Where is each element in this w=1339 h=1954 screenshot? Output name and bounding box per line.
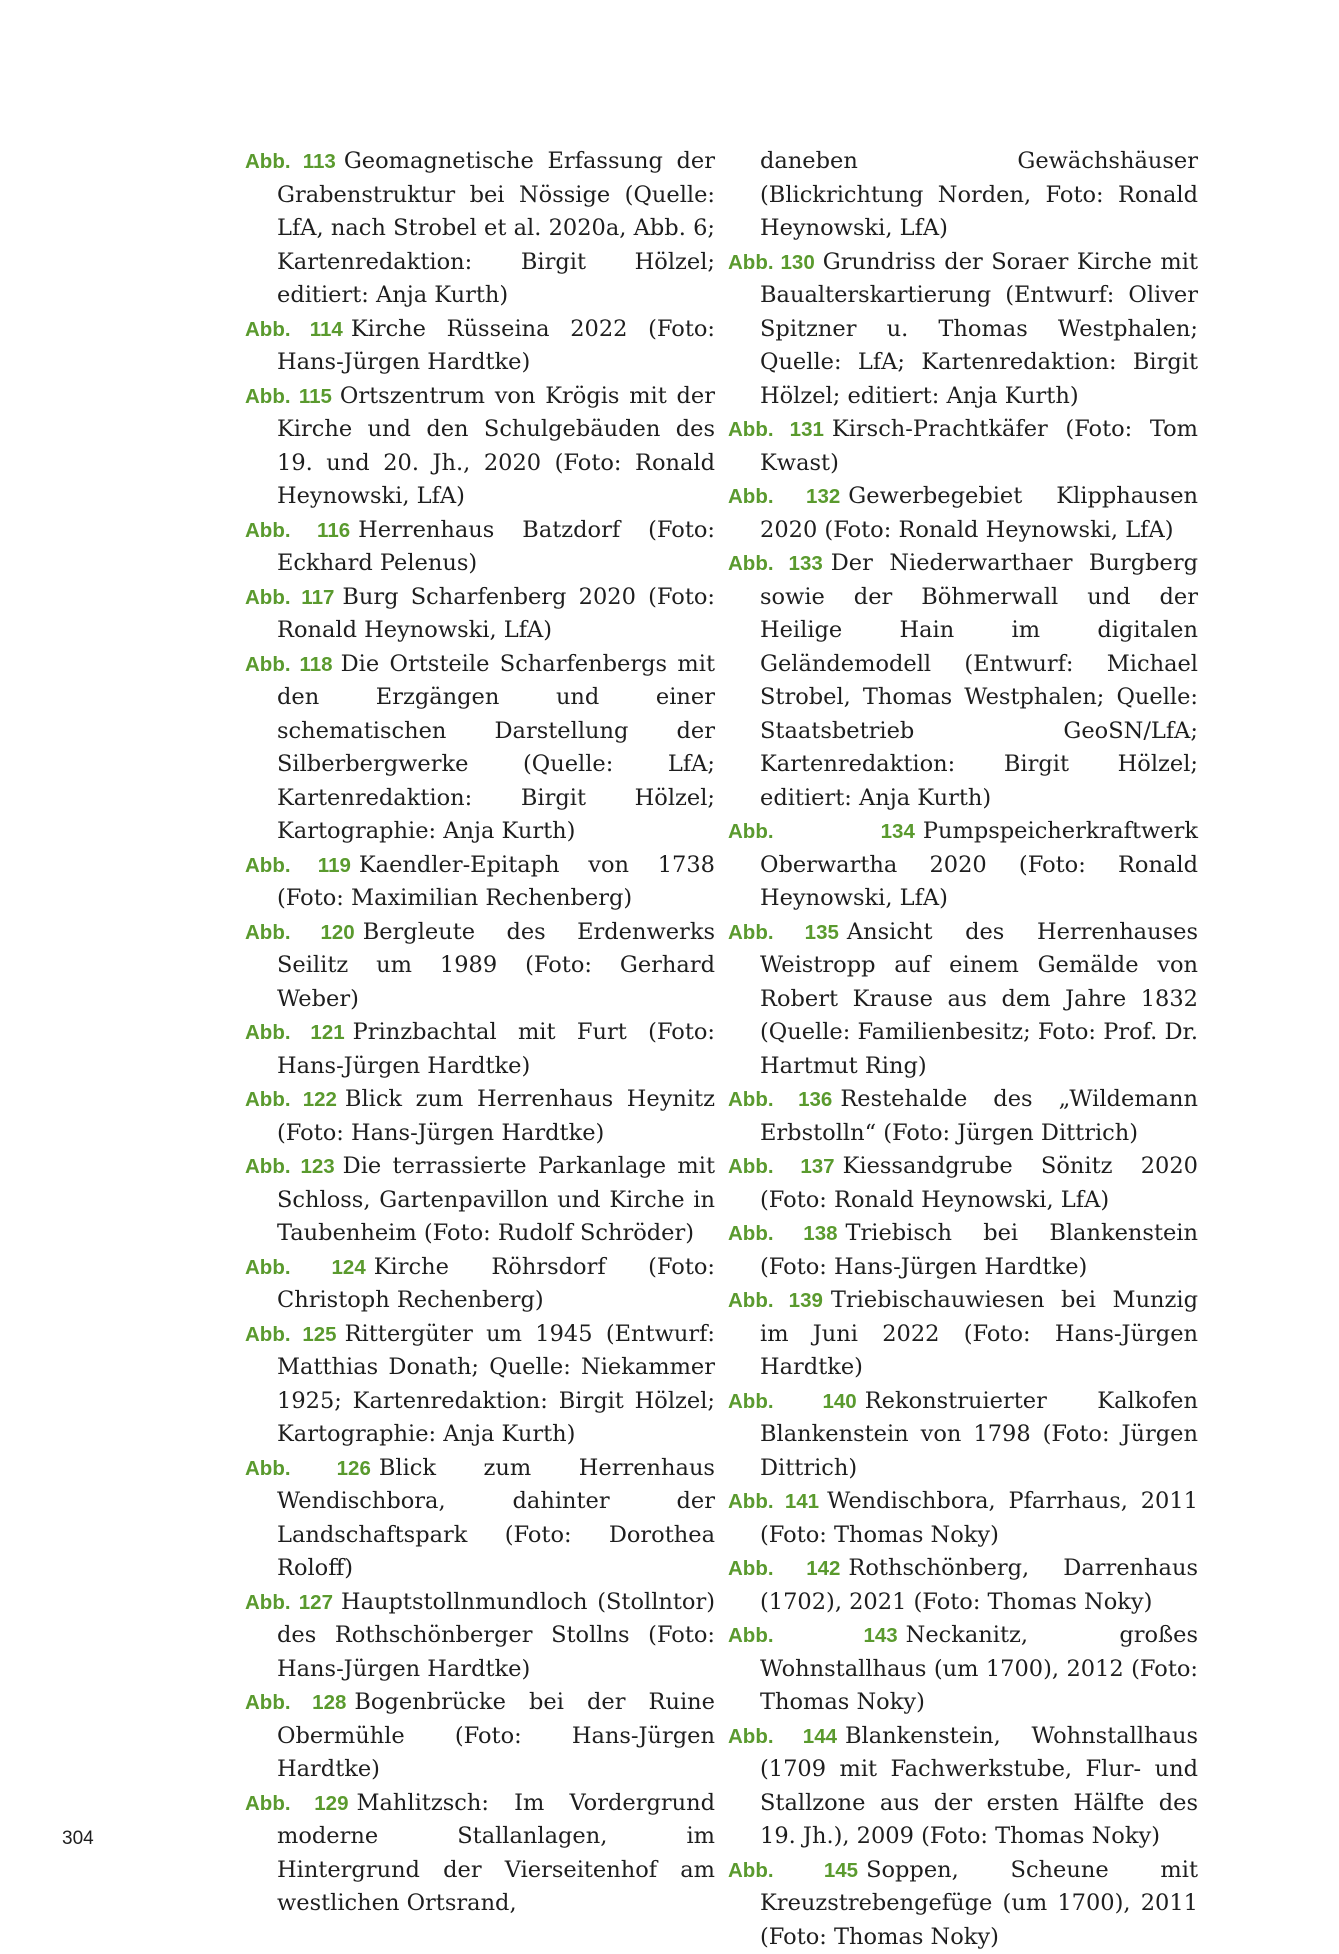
caption-entry <box>728 1083 1198 1150</box>
caption-entry <box>245 1686 715 1787</box>
caption-text: Bergleute des Erdenwerks Seilitz um 1989 (Foto: Gerhard Weber) <box>277 919 715 1012</box>
figure-label: Abb. 129 <box>245 1792 348 1815</box>
figure-label: Abb. 123 <box>245 1155 335 1178</box>
caption-text: Rittergüter um 1945 (Entwurf: Matthias Donath; Quelle: Niekammer 1925; Kartenredaktion: Birgit Hölzel; Kartographie: Anja Kurth) <box>277 1321 715 1448</box>
caption-text: Soppen, Scheune mit Kreuzstrebengefüge (um 1700), 2011 (Foto: Thomas Noky) <box>760 1857 1198 1950</box>
figure-label: Abb. 121 <box>245 1021 345 1044</box>
caption-entry <box>245 1318 715 1452</box>
caption-entry <box>728 1619 1198 1720</box>
figure-label: Abb. 122 <box>245 1088 337 1111</box>
figure-label: Abb. 128 <box>245 1691 346 1714</box>
figure-label: Abb. 132 <box>728 485 840 508</box>
caption-text: Geomagnetische Erfassung der Grabenstruktur bei Nössige (Quelle: LfA, nach Strobel et al. 2020a, Abb. 6; Kartenredaktion: Birgit Hölzel; editiert: Anja Kurth) <box>277 148 715 308</box>
caption-text: Restehalde des „Wildemann Erbstolln“ (Foto: Jürgen Dittrich) <box>760 1086 1198 1146</box>
caption-entry <box>728 916 1198 1084</box>
figure-label: Abb. 124 <box>245 1256 366 1279</box>
figure-label: Abb. 137 <box>728 1155 835 1178</box>
figure-label: Abb. 126 <box>245 1457 371 1480</box>
caption-text: Die Ortsteile Scharfenbergs mit den Erzgängen und einer schematischen Darstellung der Silberbergwerke (Quelle: LfA; Kartenredaktion: Birgit Hölzel; Kartographie: Anja Kurth) <box>277 651 715 845</box>
caption-text: Blick zum Herrenhaus Heynitz (Foto: Hans-Jürgen Hardtke) <box>277 1086 715 1146</box>
figure-label: Abb. 120 <box>245 921 355 944</box>
caption-entry <box>245 916 715 1017</box>
caption-text: Pumpspeicherkraftwerk Oberwartha 2020 (Foto: Ronald Heynowski, LfA) <box>760 818 1198 911</box>
caption-entry <box>728 1150 1198 1217</box>
figure-label: Abb. 113 <box>245 150 336 173</box>
right-column <box>728 145 1198 1954</box>
caption-text: Kirche Röhrsdorf (Foto: Christoph Rechenberg) <box>277 1254 715 1314</box>
caption-entry <box>245 1452 715 1586</box>
caption-entry <box>728 1552 1198 1619</box>
caption-entry <box>245 648 715 849</box>
figure-label: Abb. 135 <box>728 921 839 944</box>
left-column <box>245 145 715 1921</box>
figure-label: Abb. 138 <box>728 1222 838 1245</box>
caption-entry <box>245 1586 715 1687</box>
caption-entry <box>245 1016 715 1083</box>
figure-label: Abb. 114 <box>245 318 343 341</box>
caption-text: Der Niederwarthaer Burgberg sowie der Böhmerwall und der Heilige Hain im digitalen Geländemodell (Entwurf: Michael Strobel, Thomas Westphalen; Quelle: Staatsbetrieb GeoSN/LfA; Kartenredaktion: Birgit Hölzel; editiert: Anja Kurth) <box>760 550 1198 811</box>
caption-entry <box>728 246 1198 414</box>
figure-label: Abb. 119 <box>245 854 351 877</box>
caption-text: Burg Scharfenberg 2020 (Foto: Ronald Heynowski, LfA) <box>277 584 715 644</box>
figure-label: Abb. 144 <box>728 1725 837 1748</box>
figure-label: Abb. 118 <box>245 653 333 676</box>
caption-text: Mahlitzsch: Im Vordergrund moderne Stallanlagen, im Hintergrund der Vierseitenhof am westlichen Ortsrand, <box>277 1790 715 1917</box>
caption-entry <box>728 1720 1198 1854</box>
caption-text: Kiessandgrube Sönitz 2020 (Foto: Ronald Heynowski, LfA) <box>760 1153 1198 1213</box>
caption-text: Blick zum Herrenhaus Wendischbora, dahinter der Landschaftspark (Foto: Dorothea Roloff) <box>277 1455 715 1582</box>
caption-entry <box>728 547 1198 815</box>
figure-label: Abb. 134 <box>728 820 915 843</box>
caption-text: Hauptstollnmundloch (Stollntor) des Rothschönberger Stollns (Foto: Hans-Jürgen Hardtke) <box>277 1589 715 1682</box>
caption-entry <box>728 1284 1198 1385</box>
caption-text: Bogenbrücke bei der Ruine Obermühle (Foto: Hans-Jürgen Hardtke) <box>277 1689 715 1782</box>
figure-label: Abb. 136 <box>728 1088 832 1111</box>
caption-entry <box>245 313 715 380</box>
caption-text: Rekonstruierter Kalkofen Blankenstein von 1798 (Foto: Jürgen Dittrich) <box>760 1388 1198 1481</box>
page-number: 304 <box>62 1828 94 1850</box>
caption-text: Rothschönberg, Darrenhaus (1702), 2021 (Foto: Thomas Noky) <box>760 1555 1198 1615</box>
caption-entry <box>245 1787 715 1921</box>
caption-text: Neckanitz, großes Wohnstallhaus (um 1700), 2012 (Foto: Thomas Noky) <box>760 1622 1198 1715</box>
figure-label: Abb. 142 <box>728 1557 840 1580</box>
caption-text: Herrenhaus Batzdorf (Foto: Eckhard Pelenus) <box>277 517 715 577</box>
figure-label: Abb. 131 <box>728 418 824 441</box>
figure-label: Abb. 115 <box>245 385 332 408</box>
caption-text: Wendischbora, Pfarrhaus, 2011 (Foto: Thomas Noky) <box>760 1488 1198 1548</box>
caption-text: Prinzbachtal mit Furt (Foto: Hans-Jürgen Hardtke) <box>277 1019 715 1079</box>
caption-entry <box>728 1854 1198 1954</box>
caption-entry <box>245 849 715 916</box>
figure-label: Abb. 143 <box>728 1624 898 1647</box>
caption-entry <box>728 480 1198 547</box>
caption-text: Triebischauwiesen bei Munzig im Juni 2022 (Foto: Hans-Jürgen Hardtke) <box>760 1287 1198 1380</box>
figure-label: Abb. 141 <box>728 1490 819 1513</box>
caption-text: Grundriss der Soraer Kirche mit Baualterskartierung (Entwurf: Oliver Spitzner u. Thomas Westphalen; Quelle: LfA; Kartenredaktion: Birgit Hölzel; editiert: Anja Kurth) <box>760 249 1198 409</box>
caption-continuation: daneben Gewächshäuser (Blickrichtung Norden, Foto: Ronald Heynowski, LfA) <box>728 145 1198 246</box>
caption-entry <box>245 145 715 313</box>
figure-label: Abb. 125 <box>245 1323 337 1346</box>
caption-entry <box>245 1251 715 1318</box>
caption-entry <box>728 815 1198 916</box>
caption-text: Kirsch-Prachtkäfer (Foto: Tom Kwast) <box>760 416 1198 476</box>
caption-entry <box>728 1217 1198 1284</box>
caption-text: Kirche Rüsseina 2022 (Foto: Hans-Jürgen Hardtke) <box>277 316 715 376</box>
caption-text: Die terrassierte Parkanlage mit Schloss, Gartenpavillon und Kirche in Taubenheim (Foto: Rudolf Schröder) <box>277 1153 715 1246</box>
caption-text: Blankenstein, Wohnstallhaus (1709 mit Fachwerkstube, Flur- und Stallzone aus der ersten Hälfte des 19. Jh.), 2009 (Foto: Thomas Noky) <box>760 1723 1198 1850</box>
figure-label: Abb. 130 <box>728 251 815 274</box>
caption-entry <box>728 1485 1198 1552</box>
caption-entry <box>728 413 1198 480</box>
caption-entry <box>728 1385 1198 1486</box>
figure-label: Abb. 140 <box>728 1390 857 1413</box>
caption-text: Triebisch bei Blankenstein (Foto: Hans-Jürgen Hardtke) <box>760 1220 1198 1280</box>
caption-entry <box>245 1083 715 1150</box>
caption-text: Ansicht des Herrenhauses Weistropp auf einem Gemälde von Robert Krause aus dem Jahre 1832 (Quelle: Familienbesitz; Foto: Prof. Dr. Hartmut Ring) <box>760 919 1198 1079</box>
caption-text: Ortszentrum von Krögis mit der Kirche und den Schulgebäuden des 19. und 20. Jh., 2020 (Foto: Ronald Heynowski, LfA) <box>277 383 715 510</box>
figure-label: Abb. 117 <box>245 586 334 609</box>
caption-text: Gewerbegebiet Klipphausen 2020 (Foto: Ronald Heynowski, LfA) <box>760 483 1198 543</box>
figure-label: Abb. 133 <box>728 552 823 575</box>
figure-label: Abb. 145 <box>728 1859 858 1882</box>
figure-label: Abb. 139 <box>728 1289 823 1312</box>
caption-entry <box>245 514 715 581</box>
caption-text: Kaendler-Epitaph von 1738 (Foto: Maximilian Rechenberg) <box>277 852 715 912</box>
caption-entry <box>245 1150 715 1251</box>
caption-entry <box>245 581 715 648</box>
caption-entry <box>245 380 715 514</box>
figure-label: Abb. 127 <box>245 1591 333 1614</box>
figure-label: Abb. 116 <box>245 519 350 542</box>
